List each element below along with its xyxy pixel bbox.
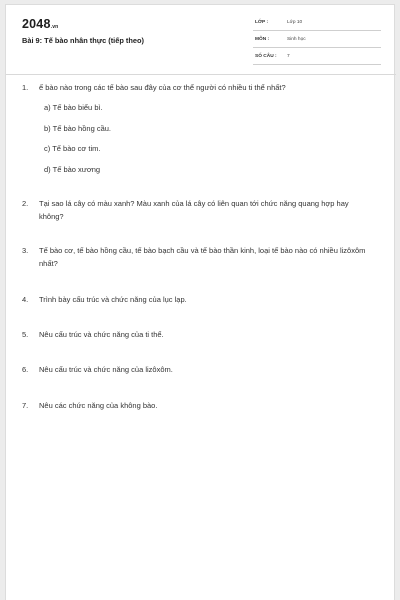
answer-option: a) Tế bào biểu bì. xyxy=(44,103,103,112)
question-item xyxy=(22,244,372,270)
answer-option: b) Tế bào hồng cầu. xyxy=(44,124,111,133)
question-number: 1. xyxy=(22,83,29,92)
question-text: Nêu các chức năng của không bào. xyxy=(39,401,158,410)
meta-count-row xyxy=(253,51,381,65)
logo-text: 2048 xyxy=(22,17,51,31)
question-number: 3. xyxy=(22,246,29,255)
meta-count-label: SỐ CÂU : xyxy=(255,54,277,59)
question-item xyxy=(22,81,372,94)
meta-class-label: LỚP : xyxy=(255,20,269,25)
question-text: Tại sao lá cây có màu xanh? Màu xanh của lá cây có liên quan tới chức năng quang hợp hay không? xyxy=(39,199,349,221)
question-item xyxy=(22,197,372,223)
question-number: 2. xyxy=(22,199,29,208)
meta-subject-label: MÔN : xyxy=(255,37,270,42)
question-text: Tế bào cơ, tế bào hồng cầu, tế bào bạch cầu và tế bào thần kinh, loại tế bào nào có nhiều lizôxôm nhất? xyxy=(39,246,366,268)
logo-suffix: .vn xyxy=(50,24,59,30)
site-logo[interactable] xyxy=(22,17,58,31)
lesson-title: Bài 9: Tế bào nhân thực (tiếp theo) xyxy=(22,36,144,45)
question-text: Nêu cấu trúc và chức năng của ti thể. xyxy=(39,330,164,339)
question-item xyxy=(22,293,372,306)
meta-subject-value: Sinh học xyxy=(287,37,306,42)
question-text: ế bào nào trong các tế bào sau đây của cơ thể người có nhiều ti thể nhất? xyxy=(39,83,286,92)
question-item xyxy=(22,363,372,376)
meta-class-row xyxy=(253,17,381,31)
answer-option: c) Tế bào cơ tim. xyxy=(44,144,101,153)
question-text: Trình bày cấu trúc và chức năng của lục lạp. xyxy=(39,295,187,304)
question-text: Nêu cấu trúc và chức năng của lizôxôm. xyxy=(39,365,173,374)
worksheet-header xyxy=(6,5,396,75)
meta-class-value: Lớp 10 xyxy=(287,20,303,25)
question-number: 6. xyxy=(22,365,29,374)
answer-option: d) Tế bào xương xyxy=(44,165,101,174)
question-number: 5. xyxy=(22,330,29,339)
worksheet-page xyxy=(5,4,395,600)
question-item xyxy=(22,399,372,412)
question-number: 4. xyxy=(22,295,29,304)
meta-subject-row xyxy=(253,34,381,48)
question-number: 7. xyxy=(22,401,29,410)
meta-count-value: 7 xyxy=(287,54,290,59)
question-item xyxy=(22,328,372,341)
